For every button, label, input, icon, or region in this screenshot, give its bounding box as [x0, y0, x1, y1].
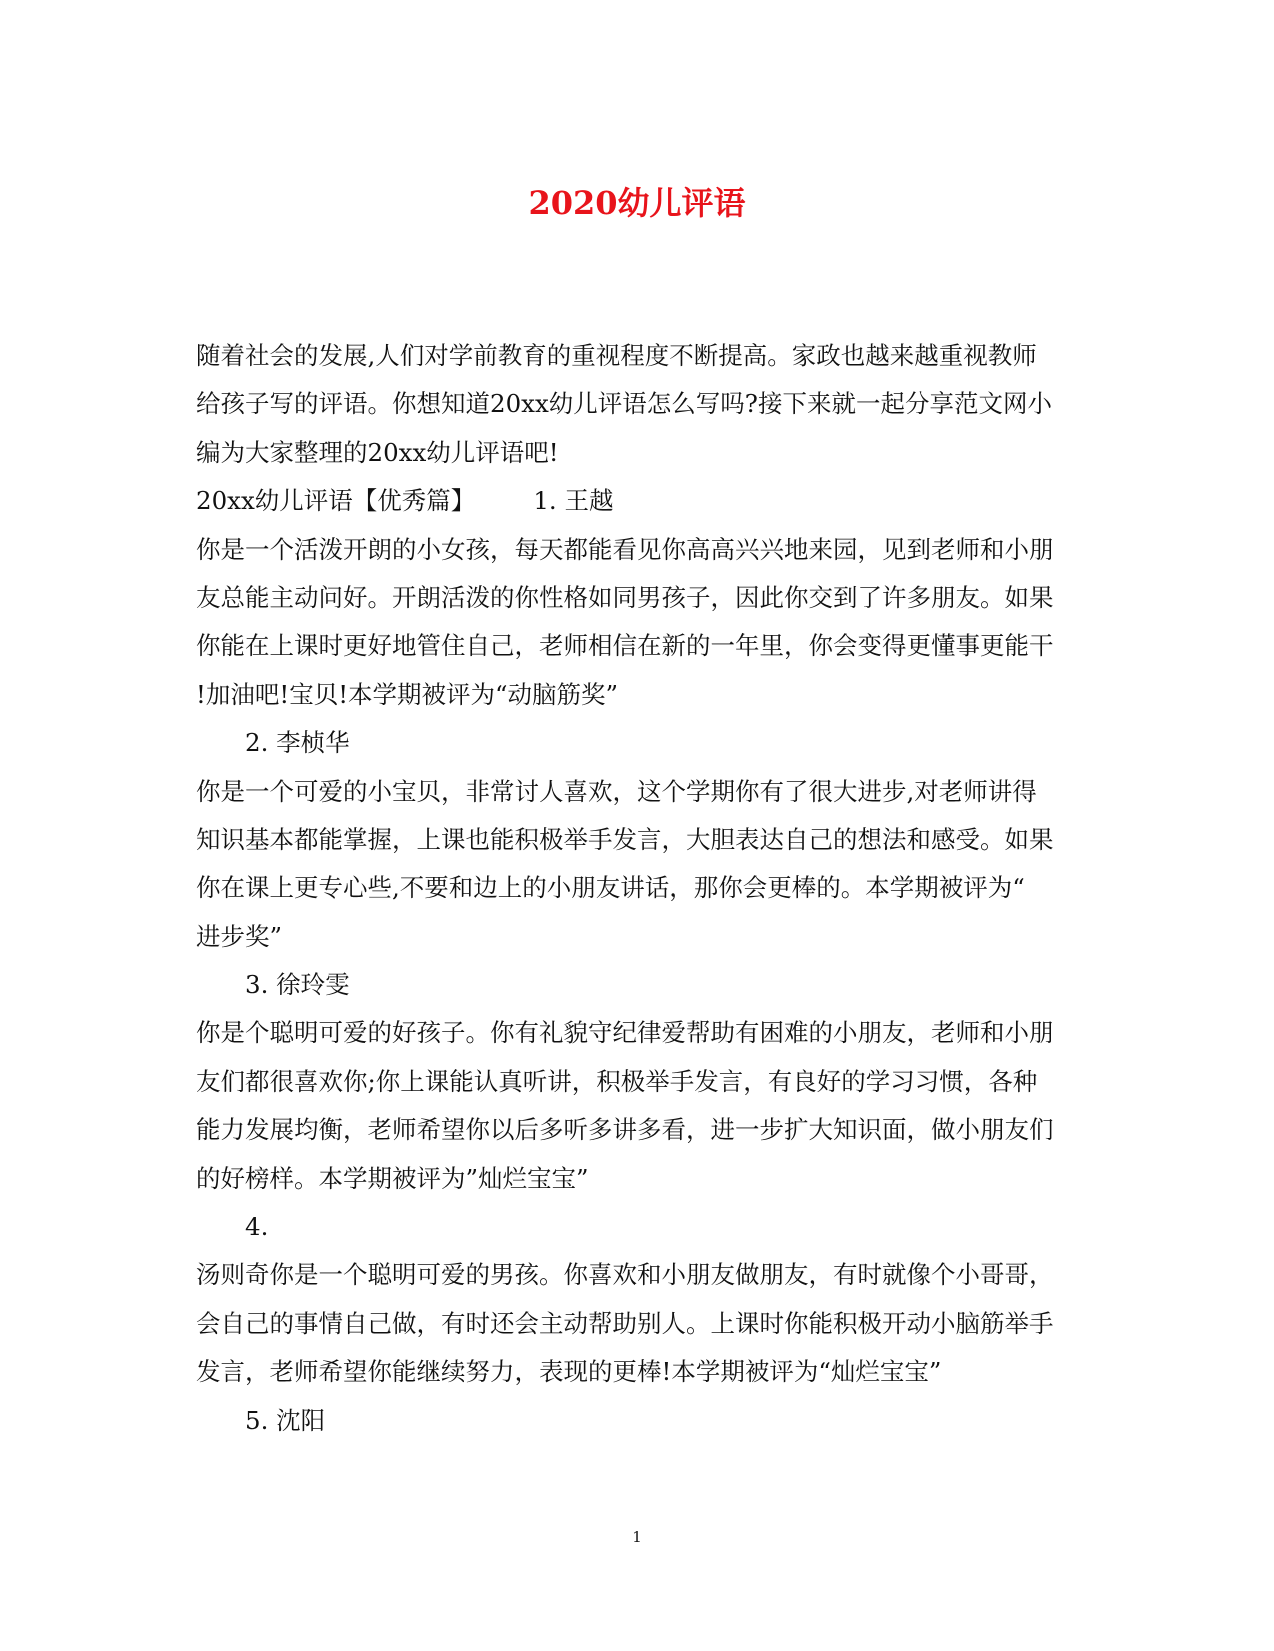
entry-line: 会自己的事情自己做，有时还会主动帮助别人。上课时你能积极开动小脑筋举手	[196, 1308, 1054, 1338]
section-heading-line	[196, 477, 1076, 525]
entry-line: 你在课上更专心些,不要和边上的小朋友讲话，那你会更棒的。本学期被评为“	[196, 873, 1025, 903]
entry-line: 你是个聪明可爱的好孩子。你有礼貌守纪律爱帮助有困难的小朋友，老师和小朋	[196, 1018, 1054, 1048]
entry-line: 友们都很喜欢你;你上课能认真听讲，积极举手发言，有良好的学习习惯，各种	[196, 1066, 1038, 1096]
entry-line: 进步奖”	[196, 921, 283, 951]
entry-heading: 5. 沈阳	[245, 1405, 326, 1435]
intro-line: 给孩子写的评语。你想知道20xx幼儿评语怎么写吗?接下来就一起分享范文网小	[196, 389, 1052, 419]
intro-line: 随着社会的发展,人们对学前教育的重视程度不断提高。家政也越来越重视教师	[196, 341, 1037, 370]
entry-line: 你能在上课时更好地管住自己，老师相信在新的一年里，你会变得更懂事更能干	[196, 631, 1054, 661]
entry-line: 友总能主动问好。开朗活泼的你性格如同男孩子，因此你交到了许多朋友。如果	[196, 582, 1054, 612]
entry-heading: 4.	[245, 1212, 269, 1242]
entry-heading: 3. 徐玲雯	[245, 970, 350, 1000]
document-title: 2020幼儿评语	[528, 184, 746, 222]
page-number: 1	[632, 1528, 642, 1546]
section-heading: 20xx幼儿评语【优秀篇】	[196, 486, 476, 516]
entry-line: 的好榜样。本学期被评为”灿烂宝宝”	[196, 1163, 589, 1193]
entry-line: 你是一个可爱的小宝贝，非常讨人喜欢，这个学期你有了很大进步,对老师讲得	[196, 776, 1037, 806]
entry-line: 能力发展均衡，老师希望你以后多听多讲多看，进一步扩大知识面，做小朋友们	[196, 1115, 1054, 1145]
intro-line: 编为大家整理的20xx幼儿评语吧!	[196, 437, 559, 467]
entry-line: 汤则奇你是一个聪明可爱的男孩。你喜欢和小朋友做朋友，有时就像个小哥哥，	[196, 1260, 1054, 1290]
entry-heading: 1. 王越	[533, 486, 614, 516]
entry-line: !加油吧!宝贝!本学期被评为“动脑筋奖”	[196, 679, 619, 709]
entry-heading: 2. 李桢华	[245, 728, 350, 758]
entry-line: 你是一个活泼开朗的小女孩，每天都能看见你高高兴兴地来园，见到老师和小朋	[196, 534, 1054, 564]
entry-line: 发言，老师希望你能继续努力，表现的更棒!本学期被评为“灿烂宝宝”	[196, 1357, 942, 1387]
document-body	[196, 332, 1076, 1445]
entry-line: 知识基本都能掌握，上课也能积极举手发言，大胆表达自己的想法和感受。如果	[196, 824, 1054, 854]
